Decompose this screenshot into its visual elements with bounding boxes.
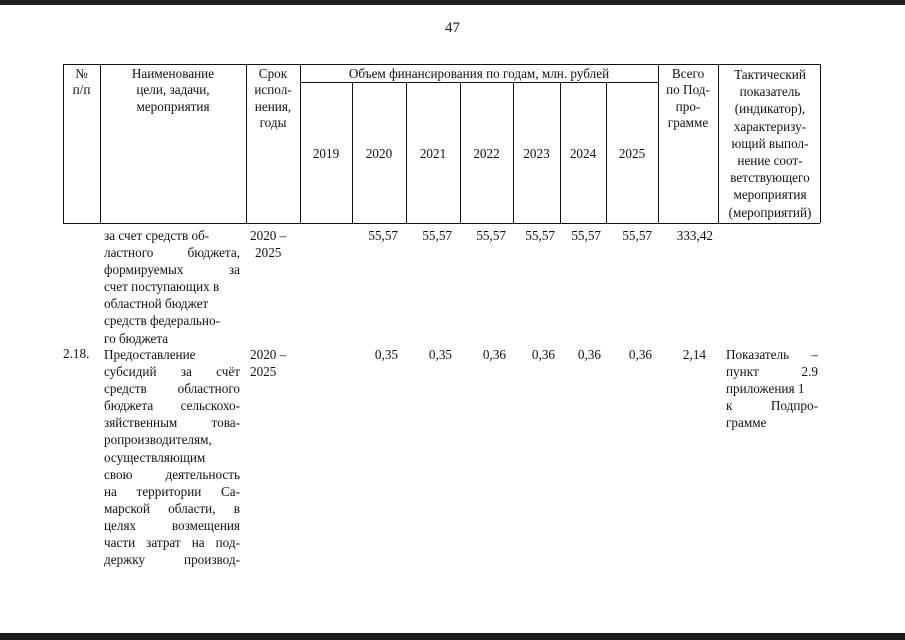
value-2020: 0,35 bbox=[374, 347, 398, 362]
row-name: Предоставление субсидий за счёт средств областного бюджета сельскохо- зяйственным това- ропроизводителям, осуществляющим свою деятельность на территории Са- марской области, в целях возмещения части затрат на под- держку производ- bbox=[104, 347, 240, 568]
header-year-2023: 2023 bbox=[523, 146, 550, 161]
scan-border-top bbox=[0, 0, 905, 5]
row-term: 2020 – 2025 bbox=[250, 347, 287, 379]
value-2025: 0,36 bbox=[628, 347, 652, 362]
value-2024: 55,57 bbox=[571, 228, 601, 243]
value-2023: 0,36 bbox=[531, 347, 555, 362]
page-number: 47 bbox=[445, 20, 460, 36]
value-2022: 0,36 bbox=[482, 347, 506, 362]
value-2021: 0,35 bbox=[428, 347, 452, 362]
value-2023: 55,57 bbox=[525, 228, 555, 243]
header-col-number: № п/п bbox=[72, 66, 91, 98]
row-term: 2020 – 2025 bbox=[250, 228, 287, 260]
value-2022: 55,57 bbox=[476, 228, 506, 243]
value-total: 333,42 bbox=[676, 228, 713, 243]
value-2024: 0,36 bbox=[577, 347, 601, 362]
value-2020: 55,57 bbox=[368, 228, 398, 243]
value-total: 2,14 bbox=[682, 347, 706, 362]
header-year-2022: 2022 bbox=[473, 146, 500, 161]
scan-border-bottom bbox=[0, 633, 905, 640]
header-funding-group: Объем финансирования по годам, млн. рублей bbox=[348, 66, 610, 81]
header-col-total: Всего по Под- про- грамме bbox=[666, 66, 710, 130]
value-2025: 55,57 bbox=[622, 228, 652, 243]
header-col-indicator: Тактический показатель (индикатор), характеризу- ющий выпол- нение соот- ветствующего мероприятия (мероприятий) bbox=[728, 67, 812, 220]
header-year-2024: 2024 bbox=[569, 146, 597, 161]
value-2021: 55,57 bbox=[422, 228, 452, 243]
row-indicator: Показатель – пункт 2.9 приложения 1 к Подпро- грамме bbox=[726, 347, 818, 431]
header-year-2025: 2025 bbox=[618, 146, 646, 161]
header-col-name: Наименование цели, задачи, мероприятия bbox=[131, 66, 215, 114]
header-year-2020: 2020 bbox=[365, 146, 393, 161]
header-year-2019: 2019 bbox=[312, 146, 340, 161]
row-name: за счет средств об- ластного бюджета, формируемых за счет поступающих в областной бюджет средств федерально- го бюджета bbox=[104, 228, 240, 346]
header-year-2021: 2021 bbox=[419, 146, 447, 161]
header-col-term: Срок испол- нения, годы bbox=[254, 66, 292, 130]
row-number: 2.18. bbox=[63, 346, 90, 361]
